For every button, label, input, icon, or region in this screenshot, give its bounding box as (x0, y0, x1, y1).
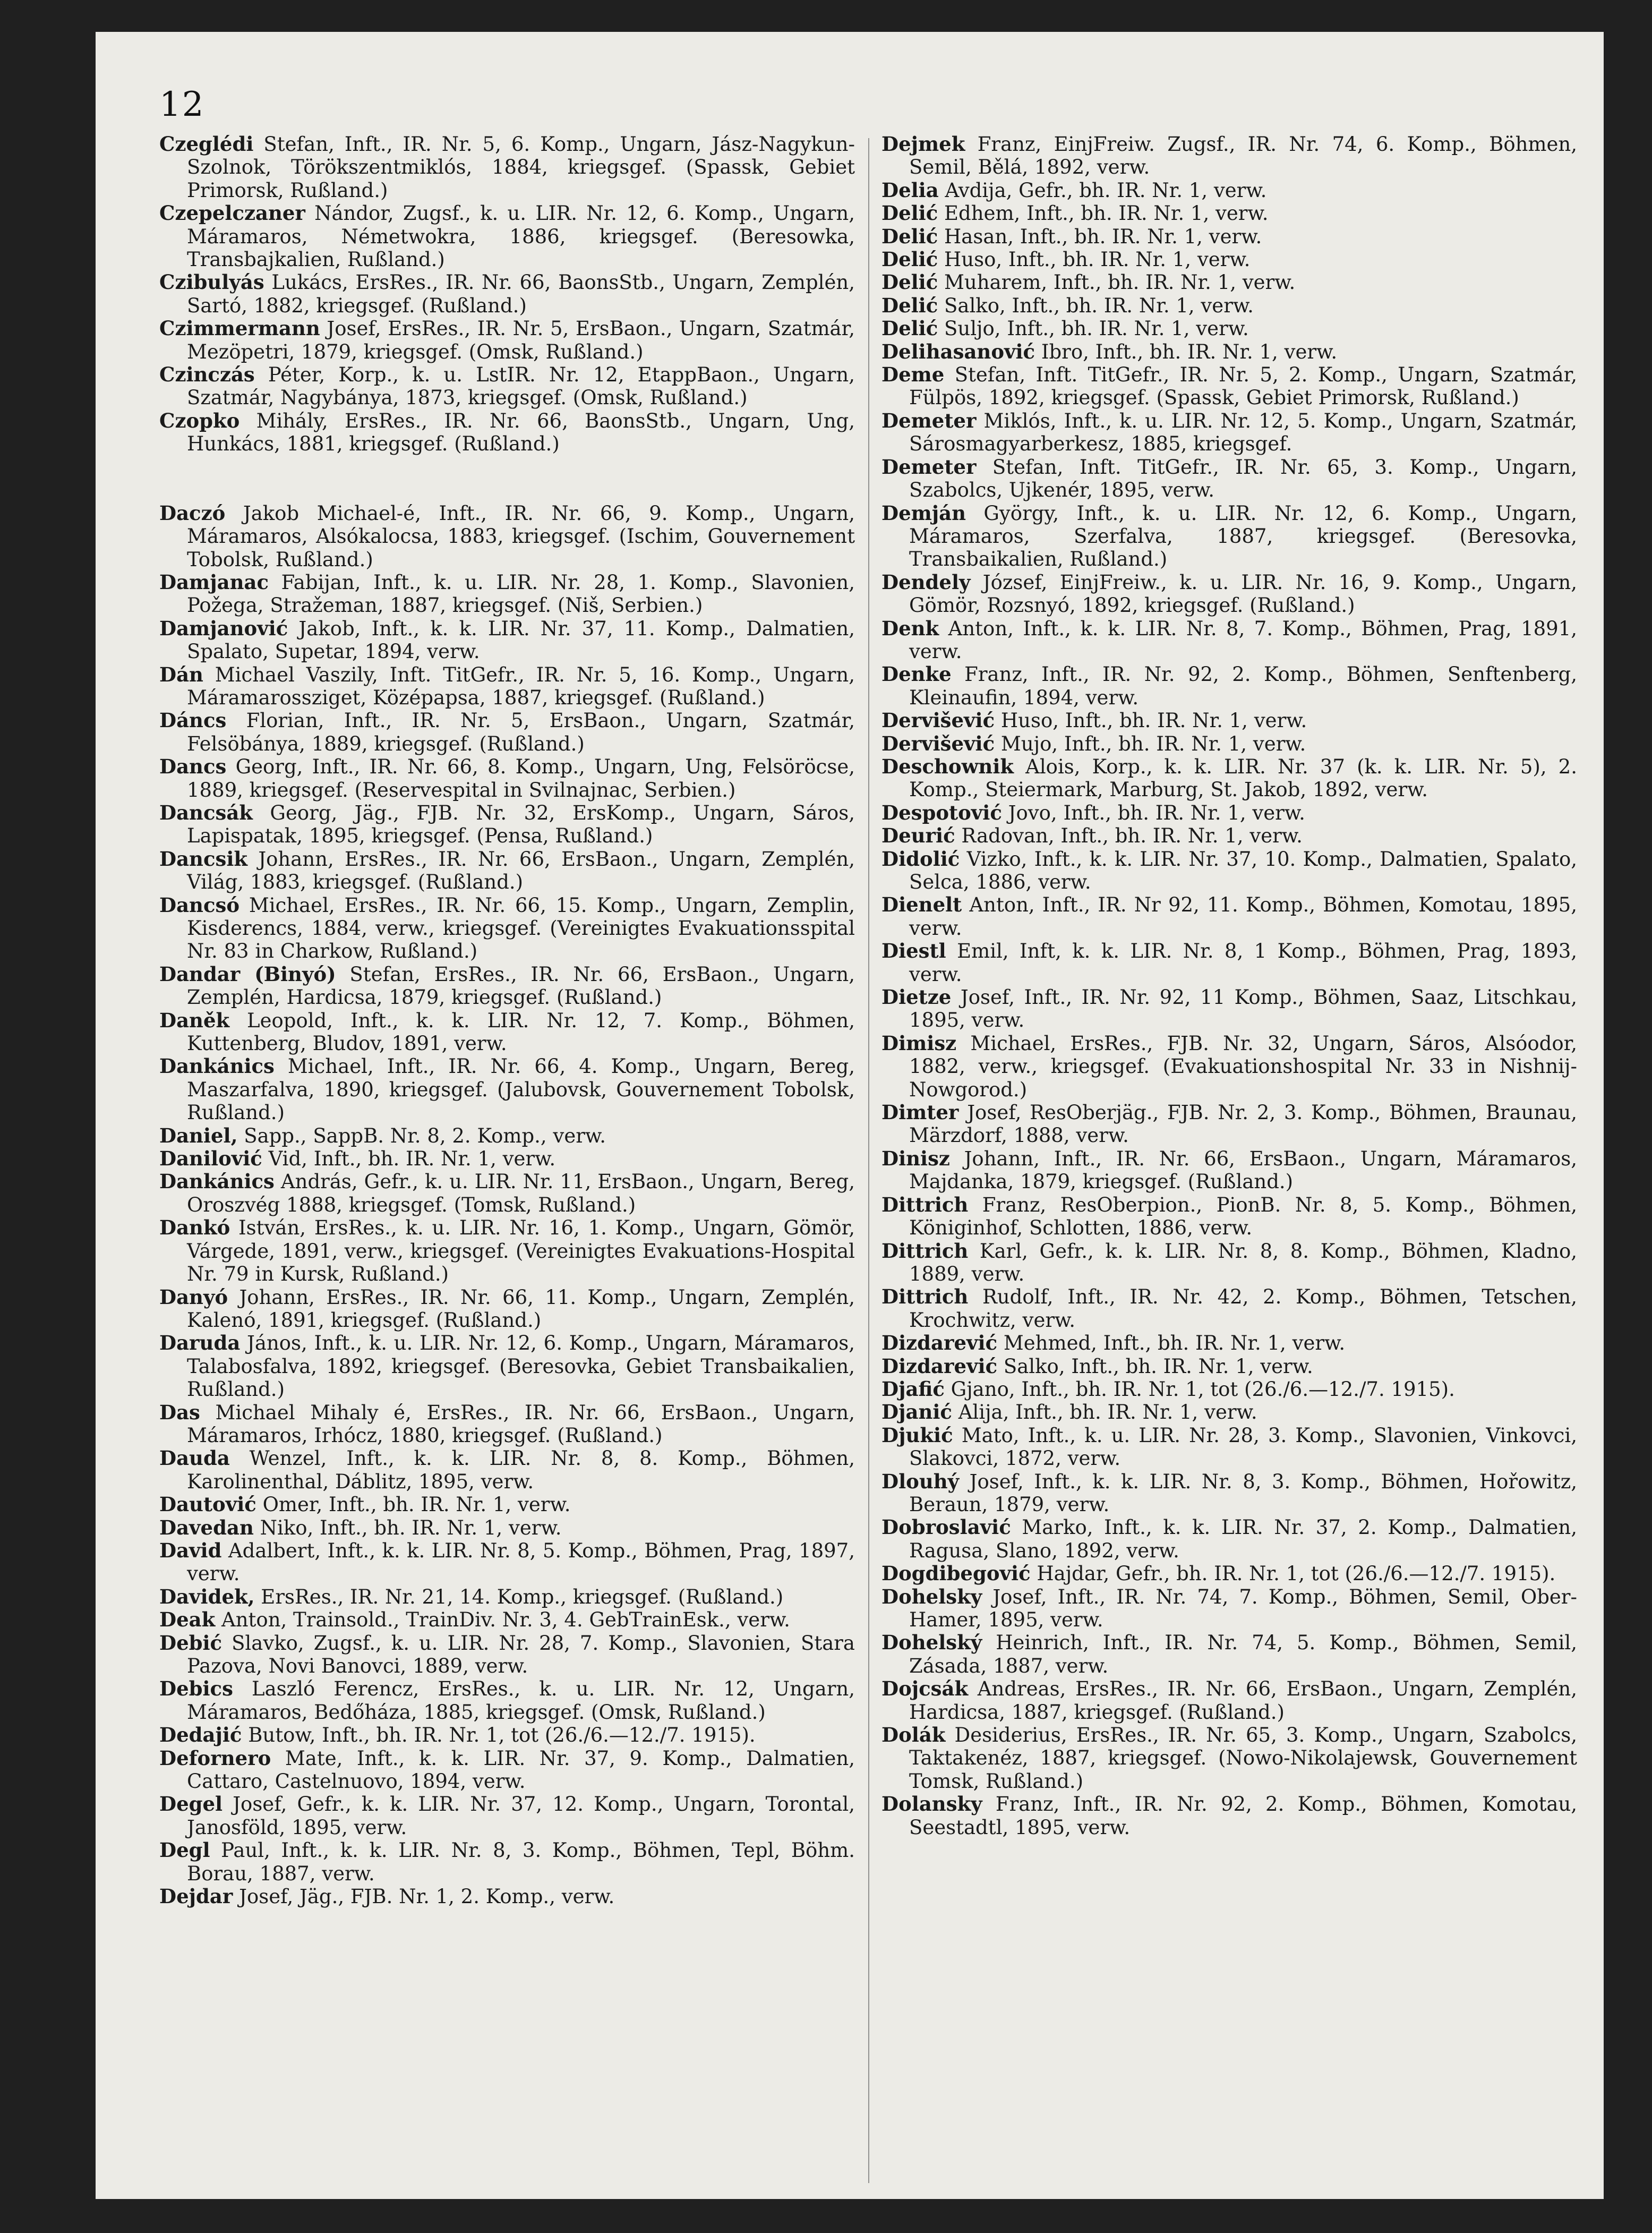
roster-entry (159, 1147, 855, 1170)
roster-entry (881, 1285, 1577, 1332)
roster-entry (881, 1516, 1577, 1562)
entry-surname: Dojcsák (881, 1677, 969, 1701)
roster-entry (881, 1101, 1577, 1147)
entry-surname: Czopko (159, 408, 240, 432)
roster-entry (881, 225, 1577, 248)
roster-entry (159, 1677, 855, 1724)
entry-details: Leopold, Inft., k. k. LIR. Nr. 12, 7. Komp., Böhmen, Kuttenberg, Bludov, 1891, verw. (187, 1009, 855, 1055)
entry-surname: Degel (159, 1792, 223, 1816)
roster-entry (159, 1516, 855, 1539)
roster-entry (159, 1447, 855, 1493)
roster-entry (881, 133, 1577, 179)
entry-details: Miklós, Inft., k. u. LIR. Nr. 12, 5. Komp., Ungarn, Szatmár, Sárosmagyarberkesz, 1885, kriegsgef. (909, 409, 1577, 456)
entry-surname: Dobroslavić (881, 1515, 1011, 1539)
roster-entry (881, 663, 1577, 709)
entry-details: Johann, ErsRes., IR. Nr. 66, ErsBaon., Ungarn, Zemplén, Világ, 1883, kriegsgef. (Rußland.) (187, 847, 855, 894)
entry-surname: Dietze (881, 985, 952, 1009)
entry-surname: Delić (881, 201, 938, 225)
roster-entry (159, 1793, 855, 1839)
roster-entry (881, 986, 1577, 1032)
entry-surname: Demján (881, 501, 966, 525)
entry-details: Andreas, ErsRes., IR. Nr. 66, ErsBaon., Ungarn, Zemplén, Hardicsa, 1887, kriegsgef. (Rußland.) (909, 1677, 1577, 1724)
roster-entry (881, 340, 1577, 363)
entry-surname: Delić (881, 293, 938, 317)
entry-details: Nándor, Zugsf., k. u. LIR. Nr. 12, 6. Komp., Ungarn, Máramaros, Németwokra, 1886, kriegsgef. (Beresowka, Transbajkalien, Rußland.) (187, 202, 855, 271)
entry-surname: Delihasanović (881, 339, 1035, 363)
entry-details: Radovan, Inft., bh. IR. Nr. 1, verw. (955, 824, 1303, 848)
roster-entry (881, 1470, 1577, 1516)
roster-entry (159, 1839, 855, 1885)
entry-details: Josef, Gefr., k. k. LIR. Nr. 37, 12. Komp., Ungarn, Torontal, Janosföld, 1895, verw. (187, 1793, 855, 1839)
entry-details: Michael Mihaly é, ErsRes., IR. Nr. 66, ErsBaon., Ungarn, Máramaros, Irhócz, 1880, kriegsgef. (Rußland.) (187, 1401, 855, 1447)
entry-details: Laszló Ferencz, ErsRes., k. u. LIR. Nr. 12, Ungarn, Máramaros, Bedőháza, 1885, kriegsgef. (Omsk, Rußland.) (187, 1677, 855, 1724)
entry-surname: Debics (159, 1677, 233, 1701)
entry-surname: Dohelský (881, 1631, 982, 1655)
entry-details: Michael, ErsRes., FJB. Nr. 32, Ungarn, Sáros, Alsóodor, 1882, verw., kriegsgef. (Evakuationshospital Nr. 33 in Nishnij-Nowgorod.) (909, 1032, 1577, 1101)
entry-details: Josef, ErsRes., IR. Nr. 5, ErsBaon., Ungarn, Szatmár, Mezöpetri, 1879, kriegsgef. (Omsk, Rußland.) (187, 317, 855, 363)
entry-surname: Dervišević (881, 709, 995, 732)
entry-surname: Dervišević (881, 731, 995, 755)
entry-surname: Danyó (159, 1285, 228, 1309)
entry-surname: Dittrich (881, 1192, 969, 1216)
entry-details: Stefan, Inft. TitGefr., IR. Nr. 65, 3. Komp., Ungarn, Szabolcs, Ujkenér, 1895, verw. (909, 455, 1577, 502)
entry-details: Niko, Inft., bh. IR. Nr. 1, verw. (253, 1516, 562, 1539)
roster-entry (159, 617, 855, 663)
entry-details: Anton, Inft., IR. Nr 92, 11. Komp., Böhmen, Komotau, 1895, verw. (909, 893, 1577, 940)
entry-details: Josef, Inft., IR. Nr. 92, 11 Komp., Böhmen, Saaz, Litschkau, 1895, verw. (909, 986, 1577, 1032)
entry-surname: Delić (881, 248, 938, 271)
column-divider (868, 138, 869, 2183)
entry-details: Franz, Inft., IR. Nr. 92, 2. Komp., Böhmen, Senftenberg, Kleinaufin, 1894, verw. (909, 663, 1577, 709)
entry-surname: Dogdibegović (881, 1562, 1031, 1586)
roster-entry (159, 1539, 855, 1586)
roster-entry (159, 1216, 855, 1285)
roster-entry (159, 502, 855, 571)
entry-details: Lukács, ErsRes., IR. Nr. 66, BaonsStb., Ungarn, Zemplén, Sartó, 1882, kriegsgef. (Rußland.) (187, 271, 855, 317)
entry-details: Georg, Jäg., FJB. Nr. 32, ErsKomp., Ungarn, Sáros, Lapispatak, 1895, kriegsgef. (Pensa, Rußland.) (187, 801, 855, 848)
entry-details: Salko, Inft., bh. IR. Nr. 1, verw. (997, 1354, 1313, 1378)
entry-details: Stefan, Inft. TitGefr., IR. Nr. 5, 2. Komp., Ungarn, Szatmár, Fülpös, 1892, kriegsgef. (Spassk, Gebiet Primorsk, Rußland.) (909, 363, 1577, 410)
roster-entry (881, 848, 1577, 894)
entry-details: Michael Vaszily, Inft. TitGefr., IR. Nr. 5, 16. Komp., Ungarn, Máramarossziget, Középapsa, 1887, kriegsgef. (Rußland.) (187, 663, 855, 709)
entry-details: Desiderius, ErsRes., IR. Nr. 65, 3. Komp., Ungarn, Szabolcs, Taktakenéz, 1887, kriegsgef. (Nowo-Nikolajewsk, Gouvernement Tomsk, Rußland.) (909, 1724, 1577, 1793)
roster-entry (159, 1632, 855, 1678)
roster-entry (881, 456, 1577, 502)
entry-surname: Dankó (159, 1216, 230, 1240)
entry-details: Josef, Inft., k. k. LIR. Nr. 8, 3. Komp., Böhmen, Hořowitz, Beraun, 1879, verw. (909, 1470, 1577, 1516)
entry-surname: Djafić (881, 1377, 945, 1401)
entry-details: Omer, Inft., bh. IR. Nr. 1, verw. (256, 1493, 571, 1516)
roster-entry (159, 363, 855, 410)
roster-entry (881, 571, 1577, 617)
entry-surname: Dancsik (159, 847, 248, 871)
entry-details: Mate, Inft., k. k. LIR. Nr. 37, 9. Komp., Dalmatien, Cattaro, Castelnuovo, 1894, verw. (187, 1746, 855, 1793)
entry-surname: Czinczás (159, 363, 255, 387)
entry-surname: Despotović (881, 800, 1002, 824)
entry-details: Ibro, Inft., bh. IR. Nr. 1, verw. (1035, 340, 1338, 363)
roster-entry (881, 317, 1577, 340)
entry-surname: Czibulyás (159, 270, 264, 294)
entry-details: Adalbert, Inft., k. k. LIR. Nr. 8, 5. Komp., Böhmen, Prag, 1897, verw. (187, 1539, 855, 1586)
entry-details: Mato, Inft., k. u. LIR. Nr. 28, 3. Komp., Slavonien, Vinkovci, Slakovci, 1872, verw. (909, 1424, 1577, 1470)
entry-surname: Delia (881, 178, 939, 202)
entry-surname: Djukić (881, 1423, 953, 1447)
roster-entry (159, 848, 855, 894)
roster-entry (159, 1124, 855, 1147)
entry-surname: Dankánics (159, 1054, 275, 1078)
roster-entry (159, 755, 855, 802)
entry-details: Anton, Trainsold., TrainDiv. Nr. 3, 4. GebTrainEsk., verw. (215, 1608, 790, 1632)
entry-details: Edhem, Inft., bh. IR. Nr. 1, verw. (938, 202, 1269, 225)
entry-surname: Davidek, (159, 1584, 255, 1608)
entry-details: Alija, Inft., bh. IR. Nr. 1, verw. (952, 1401, 1257, 1424)
entry-surname: Dejmek (881, 132, 965, 156)
roster-entry (881, 1378, 1577, 1401)
roster-entry (881, 1032, 1577, 1101)
entry-surname: Dáncs (159, 709, 227, 732)
entry-details: Josef, Inft., IR. Nr. 74, 7. Komp., Böhmen, Semil, Ober-Hamer, 1895, verw. (909, 1585, 1577, 1631)
roster-entry (159, 1586, 855, 1608)
roster-entry (881, 755, 1577, 802)
roster-entry (881, 1355, 1577, 1378)
entry-details: András, Gefr., k. u. LIR. Nr. 11, ErsBaon., Ungarn, Bereg, Oroszvég 1888, kriegsgef. (Tomsk, Rußland.) (187, 1170, 855, 1216)
roster-entry (159, 1401, 855, 1447)
entry-details: József, EinjFreiw., k. u. LIR. Nr. 16, 9. Komp., Ungarn, Gömör, Rozsnyó, 1892, kriegsgef. (Rußland.) (909, 570, 1577, 617)
entry-surname: Damjanović (159, 616, 288, 640)
entry-surname: Danilović (159, 1147, 262, 1171)
roster-entry (881, 824, 1577, 847)
entry-surname: Daniel, (159, 1123, 238, 1147)
entry-surname: Dittrich (881, 1285, 969, 1309)
entry-details: Franz, EinjFreiw. Zugsf., IR. Nr. 74, 6. Komp., Böhmen, Semil, Bělá, 1892, verw. (909, 133, 1577, 179)
entry-details: Jakob, Inft., k. k. LIR. Nr. 37, 11. Komp., Dalmatien, Spalato, Supetar, 1894, verw. (187, 617, 855, 663)
entry-surname: Defornero (159, 1746, 271, 1770)
entry-details: Hasan, Inft., bh. IR. Nr. 1, verw. (938, 225, 1262, 248)
roster-entry (881, 1562, 1577, 1585)
roster-entry (881, 271, 1577, 294)
roster-entry (881, 202, 1577, 225)
roster-entry (881, 1240, 1577, 1286)
roster-entry (159, 271, 855, 317)
entry-surname: Delić (881, 317, 938, 340)
entry-details: Mehmed, Inft., bh. IR. Nr. 1, verw. (997, 1332, 1346, 1355)
entry-surname: Daczó (159, 501, 226, 525)
roster-entry (881, 1401, 1577, 1424)
roster-entry (881, 294, 1577, 317)
entry-surname: Dolák (881, 1723, 946, 1747)
entry-surname: Dizdarević (881, 1331, 998, 1355)
entry-surname: Das (159, 1400, 200, 1424)
entry-details: Jovo, Inft., bh. IR. Nr. 1, verw. (1002, 801, 1305, 824)
roster-entry (881, 1194, 1577, 1240)
entry-surname: Dandar (Binyó) (159, 962, 336, 986)
entry-surname: Djanić (881, 1400, 952, 1424)
roster-entry (881, 1332, 1577, 1354)
roster-entry (881, 940, 1577, 986)
entry-surname: Dimter (881, 1101, 959, 1124)
entry-surname: Dancs (159, 755, 227, 779)
entry-surname: Debić (159, 1631, 222, 1655)
roster-entry (881, 1677, 1577, 1724)
roster-entry (159, 1286, 855, 1332)
entry-details: Huso, Inft., bh. IR. Nr. 1, verw. (938, 248, 1251, 271)
entry-surname: Demeter (881, 408, 977, 432)
entry-surname: Dittrich (881, 1239, 969, 1263)
roster-entry (881, 1724, 1577, 1793)
roster-entry (159, 1009, 855, 1055)
entry-details: Georg, Inft., IR. Nr. 66, 8. Komp., Ungarn, Ung, Felsöröcse, 1889, kriegsgef. (Reservespital in Svilnajnac, Serbien.) (187, 755, 855, 802)
roster-entry (881, 617, 1577, 663)
entry-details: Michael, ErsRes., IR. Nr. 66, 15. Komp., Ungarn, Zemplin, Kisderencs, 1884, verw., kriegsgef. (Vereinigtes Evakuationsspital Nr. 83 in Charkow, Rußland.) (187, 893, 855, 963)
roster-entry (159, 133, 855, 202)
section-gap (159, 456, 855, 502)
entry-surname: Damjanac (159, 570, 269, 594)
entry-details: Johann, ErsRes., IR. Nr. 66, 11. Komp., Ungarn, Zemplén, Kalenó, 1891, kriegsgef. (Rußland.) (187, 1285, 855, 1332)
entry-details: Mujo, Inft., bh. IR. Nr. 1, verw. (995, 732, 1306, 755)
entry-surname: Davedan (159, 1515, 254, 1539)
entry-surname: Deme (881, 363, 945, 387)
entry-surname: Dinisz (881, 1146, 950, 1170)
roster-entry (159, 802, 855, 848)
entry-surname: Dendely (881, 570, 971, 594)
roster-entry (159, 1747, 855, 1793)
entry-details: Franz, ResOberpion., PionB. Nr. 8, 5. Komp., Böhmen, Königinhof, Schlotten, 1886, verw. (909, 1193, 1577, 1240)
document-page (96, 32, 1604, 2199)
roster-entry (881, 1631, 1577, 1677)
entry-surname: Diestl (881, 939, 946, 963)
entry-surname: Dimisz (881, 1031, 957, 1055)
entry-details: Jakob Michael-é, Inft., IR. Nr. 66, 9. Komp., Ungarn, Máramaros, Alsókalocsa, 1883, kriegsgef. (Ischim, Gouvernement Tobolsk, Rußland.) (187, 501, 855, 571)
entry-details: Wenzel, Inft., k. k. LIR. Nr. 8, 8. Komp., Böhmen, Karolinenthal, Dáblitz, 1895, verw. (187, 1447, 855, 1493)
roster-entry (159, 963, 855, 1009)
entry-surname: Dlouhý (881, 1469, 960, 1493)
entry-details: Michael, Inft., IR. Nr. 66, 4. Komp., Ungarn, Bereg, Maszarfalva, 1890, kriegsgef. (Jalubovsk, Gouvernement Tobolsk, Rußland.) (187, 1055, 855, 1124)
entry-surname: Dohelsky (881, 1584, 982, 1608)
entry-surname: Denke (881, 662, 952, 686)
entry-details: Heinrich, Inft., IR. Nr. 74, 5. Komp., Böhmen, Semil, Zásada, 1887, verw. (909, 1631, 1577, 1677)
roster-entry (159, 317, 855, 363)
entry-details: ErsRes., IR. Nr. 21, 14. Komp., kriegsgef. (Rußland.) (254, 1585, 784, 1608)
roster-entry (159, 1885, 855, 1908)
left-column (159, 133, 855, 1908)
entry-surname: Degl (159, 1838, 210, 1862)
entry-surname: Dancsó (159, 893, 239, 917)
roster-entry (159, 663, 855, 710)
roster-entry (159, 894, 855, 963)
entry-details: Muharem, Inft., bh. IR. Nr. 1, verw. (938, 271, 1296, 294)
roster-entry (159, 202, 855, 271)
right-column (881, 133, 1577, 1839)
entry-surname: Demeter (881, 455, 977, 479)
entry-surname: Delić (881, 224, 938, 248)
roster-entry (159, 1332, 855, 1401)
entry-details: Huso, Inft., bh. IR. Nr. 1, verw. (995, 709, 1307, 732)
entry-details: Stefan, ErsRes., IR. Nr. 66, ErsBaon., Ungarn, Zemplén, Hardicsa, 1879, kriegsgef. (Rußland.) (187, 962, 855, 1009)
entry-details: Anton, Inft., k. k. LIR. Nr. 8, 7. Komp., Böhmen, Prag, 1891, verw. (909, 617, 1577, 663)
entry-surname: Dolansky (881, 1792, 982, 1816)
page-number: 12 (159, 85, 205, 124)
entry-surname: Delić (881, 270, 938, 294)
entry-details: Fabijan, Inft., k. u. LIR. Nr. 28, 1. Komp., Slavonien, Požega, Stražeman, 1887, kriegsgef. (Niš, Serbien.) (187, 570, 855, 617)
entry-details: Hajdar, Gefr., bh. IR. Nr. 1, tot (26./6.—12./7. 1915). (1030, 1562, 1556, 1586)
entry-details: Péter, Korp., k. u. LstIR. Nr. 12, EtappBaon., Ungarn, Szatmár, Nagybánya, 1873, kriegsgef. (Omsk, Rußland.) (187, 363, 855, 410)
entry-surname: Deschownik (881, 754, 1014, 778)
entry-details: Salko, Inft., bh. IR. Nr. 1, verw. (938, 294, 1254, 317)
entry-surname: Dán (159, 662, 203, 686)
entry-surname: Denk (881, 616, 939, 640)
roster-entry (881, 732, 1577, 755)
roster-entry (159, 1724, 855, 1746)
roster-entry (159, 1170, 855, 1216)
roster-entry (881, 709, 1577, 732)
roster-entry (881, 248, 1577, 271)
roster-entry (159, 571, 855, 617)
roster-entry (881, 1586, 1577, 1632)
roster-entry (159, 410, 855, 456)
entry-details: Stefan, Inft., IR. Nr. 5, 6. Komp., Ungarn, Jász-Nagykun-Szolnok, Törökszentmiklós, 1884, kriegsgef. (Spassk, Gebiet Primorsk, Rußland.) (187, 133, 855, 202)
entry-details: Karl, Gefr., k. k. LIR. Nr. 8, 8. Komp., Böhmen, Kladno, 1889, verw. (909, 1239, 1577, 1285)
entry-details: Avdija, Gefr., bh. IR. Nr. 1, verw. (938, 178, 1267, 202)
roster-entry (881, 1793, 1577, 1839)
entry-surname: Dauda (159, 1446, 230, 1470)
entry-details: János, Inft., k. u. LIR. Nr. 12, 6. Komp., Ungarn, Máramaros, Talabosfalva, 1892, kriegsgef. (Beresovka, Gebiet Transbaikalien, Rußland.) (187, 1332, 855, 1401)
entry-details: Johann, Inft., IR. Nr. 66, ErsBaon., Ungarn, Máramaros, Majdanka, 1879, kriegsgef. (Rußland.) (909, 1147, 1577, 1194)
roster-entry (159, 1055, 855, 1124)
entry-surname: David (159, 1538, 222, 1562)
roster-entry (881, 1147, 1577, 1194)
entry-surname: Dizdarević (881, 1354, 998, 1378)
entry-details: Suljo, Inft., bh. IR. Nr. 1, verw. (938, 317, 1249, 340)
entry-surname: Czeglédi (159, 132, 254, 156)
entry-details: Josef, ResOberjäg., FJB. Nr. 2, 3. Komp., Böhmen, Braunau, Märzdorf, 1888, verw. (909, 1101, 1577, 1147)
entry-surname: Dankánics (159, 1170, 275, 1194)
entry-details: Rudolf, Inft., IR. Nr. 42, 2. Komp., Böhmen, Tetschen, Krochwitz, verw. (909, 1285, 1577, 1332)
roster-entry (159, 709, 855, 755)
entry-details: Josef, Jäg., FJB. Nr. 1, 2. Komp., verw. (233, 1885, 615, 1908)
entry-details: István, ErsRes., k. u. LIR. Nr. 16, 1. Komp., Ungarn, Gömör, Várgede, 1891, verw., kriegsgef. (Vereinigtes Evakuations-Hospital Nr. 79 in Kursk, Rußland.) (187, 1216, 855, 1286)
roster-entry (159, 1493, 855, 1516)
entry-details: Paul, Inft., k. k. LIR. Nr. 8, 3. Komp., Böhmen, Tepl, Böhm. Borau, 1887, verw. (187, 1839, 855, 1885)
entry-details: Vizko, Inft., k. k. LIR. Nr. 37, 10. Komp., Dalmatien, Spalato, Selca, 1886, verw. (909, 847, 1577, 893)
entry-surname: Didolić (881, 847, 960, 871)
entry-surname: Dancsák (159, 800, 253, 824)
entry-details: Florian, Inft., IR. Nr. 5, ErsBaon., Ungarn, Szatmár, Felsöbánya, 1889, kriegsgef. (Rußland.) (187, 709, 855, 755)
entry-details: Vid, Inft., bh. IR. Nr. 1, verw. (262, 1147, 556, 1171)
roster-entry (159, 1608, 855, 1631)
entry-details: Alois, Korp., k. k. LIR. Nr. 37 (k. k. LIR. Nr. 5), 2. Komp., Steiermark, Marburg, St. Jakob, 1892, verw. (909, 755, 1577, 802)
entry-surname: Deurić (881, 824, 955, 848)
entry-surname: Deak (159, 1608, 216, 1632)
entry-surname: Czimmermann (159, 317, 320, 340)
roster-entry (881, 363, 1577, 410)
entry-details: Butow, Inft., bh. IR. Nr. 1, tot (26./6.—12./7. 1915). (242, 1724, 756, 1747)
entry-details: Gjano, Inft., bh. IR. Nr. 1, tot (26./6.—12./7. 1915). (944, 1377, 1455, 1401)
roster-entry (881, 1424, 1577, 1470)
entry-surname: Dautović (159, 1493, 256, 1516)
roster-entry (881, 802, 1577, 824)
entry-details: Franz, Inft., IR. Nr. 92, 2. Komp., Böhmen, Komotau, Seestadtl, 1895, verw. (909, 1793, 1577, 1839)
entry-details: Emil, Inft, k. k. LIR. Nr. 8, 1 Komp., Böhmen, Prag, 1893, verw. (909, 940, 1577, 986)
roster-entry (881, 410, 1577, 456)
entry-surname: Daněk (159, 1008, 230, 1032)
entry-details: Sapp., SappB. Nr. 8, 2. Komp., verw. (237, 1124, 606, 1147)
entry-surname: Daruda (159, 1331, 241, 1355)
entry-details: György, Inft., k. u. LIR. Nr. 12, 6. Komp., Ungarn, Máramaros, Szerfalva, 1887, kriegsgef. (Beresovka, Transbaikalien, Rußland.) (909, 501, 1577, 571)
roster-entry (881, 502, 1577, 571)
entry-details: Marko, Inft., k. k. LIR. Nr. 37, 2. Komp., Dalmatien, Ragusa, Slano, 1892, verw. (909, 1516, 1577, 1562)
entry-surname: Czepelczaner (159, 201, 305, 225)
entry-surname: Dienelt (881, 893, 962, 917)
roster-entry (881, 893, 1577, 940)
entry-surname: Dedajić (159, 1723, 242, 1747)
entry-details: Mihály, ErsRes., IR. Nr. 66, BaonsStb., Ungarn, Ung, Hunkács, 1881, kriegsgef. (Rußland.) (187, 409, 855, 456)
entry-surname: Dejdar (159, 1885, 233, 1908)
entry-details: Slavko, Zugsf., k. u. LIR. Nr. 28, 7. Komp., Slavonien, Stara Pazova, Novi Banovci, 1889, verw. (187, 1631, 855, 1677)
roster-entry (881, 179, 1577, 202)
